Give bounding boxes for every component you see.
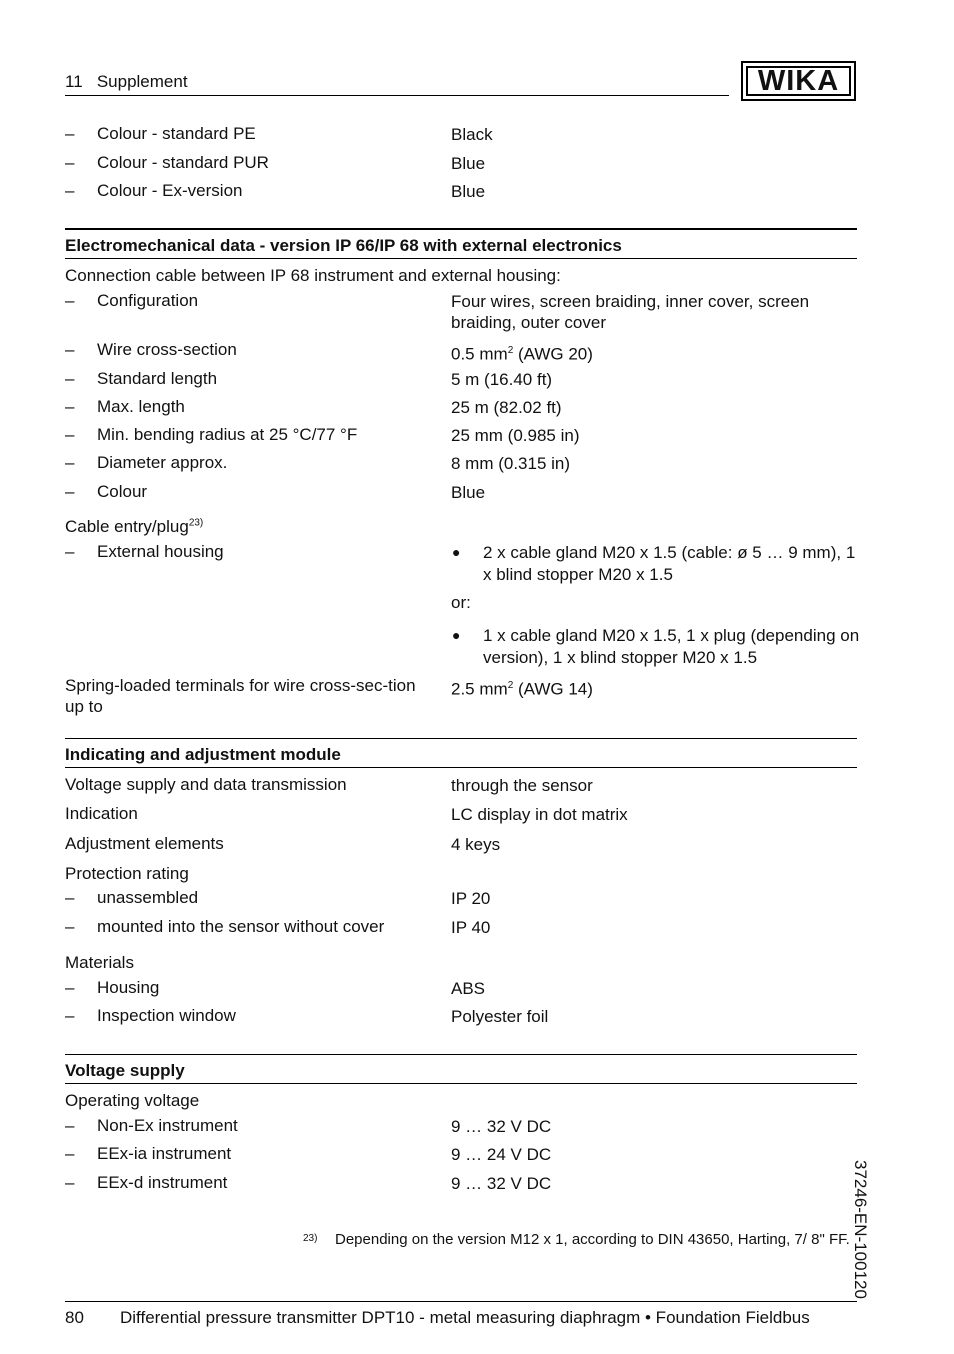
- bullet-icon: ●: [452, 627, 461, 643]
- bend-label: Min. bending radius at 25 °C/77 °F: [97, 425, 358, 444]
- dash: –: [65, 1144, 75, 1163]
- footer-title: Differential pressure transmitter DPT10 - metal measuring diaphragm • Foundation Fieldbus: [120, 1308, 810, 1327]
- cable-entry-text: Cable entry/plug: [65, 517, 189, 536]
- dash: –: [65, 369, 75, 388]
- colour-value: Blue: [451, 483, 486, 502]
- indicating-title: Indicating and adjustment module: [65, 745, 341, 764]
- eexia-label: EEx-ia instrument: [97, 1144, 232, 1163]
- config-value: Four wires, screen braiding, inner cover, screen braiding, outer cover: [451, 292, 810, 332]
- window-label: Inspection window: [97, 1006, 236, 1025]
- maxlen-value: 25 m (82.02 ft): [451, 398, 562, 417]
- window-value: Polyester foil: [451, 1007, 549, 1026]
- dash: –: [65, 1006, 75, 1025]
- dash: –: [65, 917, 75, 936]
- mounted-label: mounted into the sensor without cover: [97, 917, 385, 936]
- supply-value: through the sensor: [451, 776, 593, 795]
- spring-value: [451, 675, 861, 700]
- bullet-text-2: 1 x cable gland M20 x 1.5, 1 x plug (depending on version), 1 x blind stopper M20 x 1.5: [483, 626, 860, 667]
- bullet-text-1: 2 x cable gland M20 x 1.5 (cable: ø 5 … 9 mm), 1 x blind stopper M20 x 1.5: [483, 543, 856, 584]
- length-label: Standard length: [97, 369, 218, 388]
- logo-text: WIKA: [746, 66, 851, 96]
- wire-value-a: 0.5 mm: [451, 344, 508, 364]
- colour-label: Colour: [97, 482, 148, 501]
- eexd-value: 9 … 32 V DC: [451, 1174, 552, 1193]
- colour-ex-value: Blue: [451, 182, 486, 201]
- electro-title: Electromechanical data - version IP 66/IP 68 with external electronics: [65, 236, 622, 255]
- dash: –: [65, 482, 75, 501]
- dash: –: [65, 291, 75, 310]
- housing-label: Housing: [97, 978, 160, 997]
- section-rule: [65, 738, 857, 739]
- wire-label: Wire cross-section: [97, 340, 237, 359]
- spring-value-b: (AWG 14): [513, 679, 593, 699]
- colour-pe-label: Colour - standard PE: [97, 124, 256, 143]
- bend-value: 25 mm (0.985 in): [451, 426, 580, 445]
- wire-value-sup: 2: [507, 345, 514, 356]
- section-rule: [65, 1083, 857, 1084]
- dash: –: [65, 153, 75, 172]
- eexd-label: EEx-d instrument: [97, 1173, 228, 1192]
- wire-value: [451, 340, 861, 365]
- supply-label: Voltage supply and data transmission: [65, 775, 347, 794]
- adjustment-label: Adjustment elements: [65, 834, 224, 853]
- spring-value-sup: 2: [507, 680, 514, 691]
- unassembled-label: unassembled: [97, 888, 199, 907]
- protection-label: Protection rating: [65, 864, 189, 883]
- footnote-mark: 23): [303, 1233, 318, 1244]
- mounted-value: IP 40: [451, 918, 491, 937]
- dash: –: [65, 124, 75, 143]
- dash: –: [65, 1173, 75, 1192]
- dash: –: [65, 340, 75, 359]
- colour-pur-label: Colour - standard PUR: [97, 153, 269, 172]
- nonex-label: Non-Ex instrument: [97, 1116, 238, 1135]
- dash: –: [65, 397, 75, 416]
- housing-value: ABS: [451, 979, 486, 998]
- document-code: 37246-EN-100120: [851, 1160, 870, 1299]
- spring-label: Spring-loaded terminals for wire cross-sec-tion up to: [65, 676, 416, 716]
- footnote-text: Depending on the version M12 x 1, according to DIN 43650, Harting, 7/ 8" FF.: [335, 1231, 850, 1248]
- wire-value-b: (AWG 20): [513, 344, 593, 364]
- dash: –: [65, 425, 75, 444]
- maxlen-label: Max. length: [97, 397, 185, 416]
- diameter-label: Diameter approx.: [97, 453, 228, 472]
- dash: –: [65, 978, 75, 997]
- colour-pe-value: Black: [451, 125, 493, 144]
- config-label: Configuration: [97, 291, 199, 310]
- eexia-value: 9 … 24 V DC: [451, 1145, 552, 1164]
- electro-intro: Connection cable between IP 68 instrument and external housing:: [65, 266, 561, 285]
- unassembled-value: IP 20: [451, 889, 491, 908]
- dash: –: [65, 888, 75, 907]
- length-value: 5 m (16.40 ft): [451, 370, 553, 389]
- indication-label: Indication: [65, 804, 138, 823]
- section-rule: [65, 258, 857, 259]
- operating-label: Operating voltage: [65, 1091, 200, 1110]
- footer-rule: [65, 1301, 857, 1302]
- colour-pur-value: Blue: [451, 154, 486, 173]
- section-rule: [65, 228, 857, 230]
- voltage-title: Voltage supply: [65, 1061, 185, 1080]
- bullet-icon: ●: [452, 544, 461, 560]
- colour-ex-label: Colour - Ex-version: [97, 181, 243, 200]
- section-rule: [65, 1054, 857, 1055]
- dash: –: [65, 181, 75, 200]
- ext-housing-label: External housing: [97, 542, 224, 561]
- materials-label: Materials: [65, 953, 134, 972]
- header-rule: [65, 95, 729, 96]
- section-rule: [65, 767, 857, 768]
- or-text: or:: [451, 593, 471, 612]
- wika-logo: [741, 61, 856, 101]
- dash: –: [65, 453, 75, 472]
- nonex-value: 9 … 32 V DC: [451, 1117, 552, 1136]
- adjustment-value: 4 keys: [451, 835, 501, 854]
- footnote-ref: 23): [188, 517, 204, 529]
- indication-value: LC display in dot matrix: [451, 805, 628, 824]
- dash: –: [65, 542, 75, 561]
- cable-entry-label: [65, 517, 203, 537]
- diameter-value: 8 mm (0.315 in): [451, 454, 571, 473]
- spring-value-a: 2.5 mm: [451, 679, 508, 699]
- page-number: 80: [65, 1308, 84, 1327]
- section-header: 11 Supplement: [65, 72, 188, 91]
- dash: –: [65, 1116, 75, 1135]
